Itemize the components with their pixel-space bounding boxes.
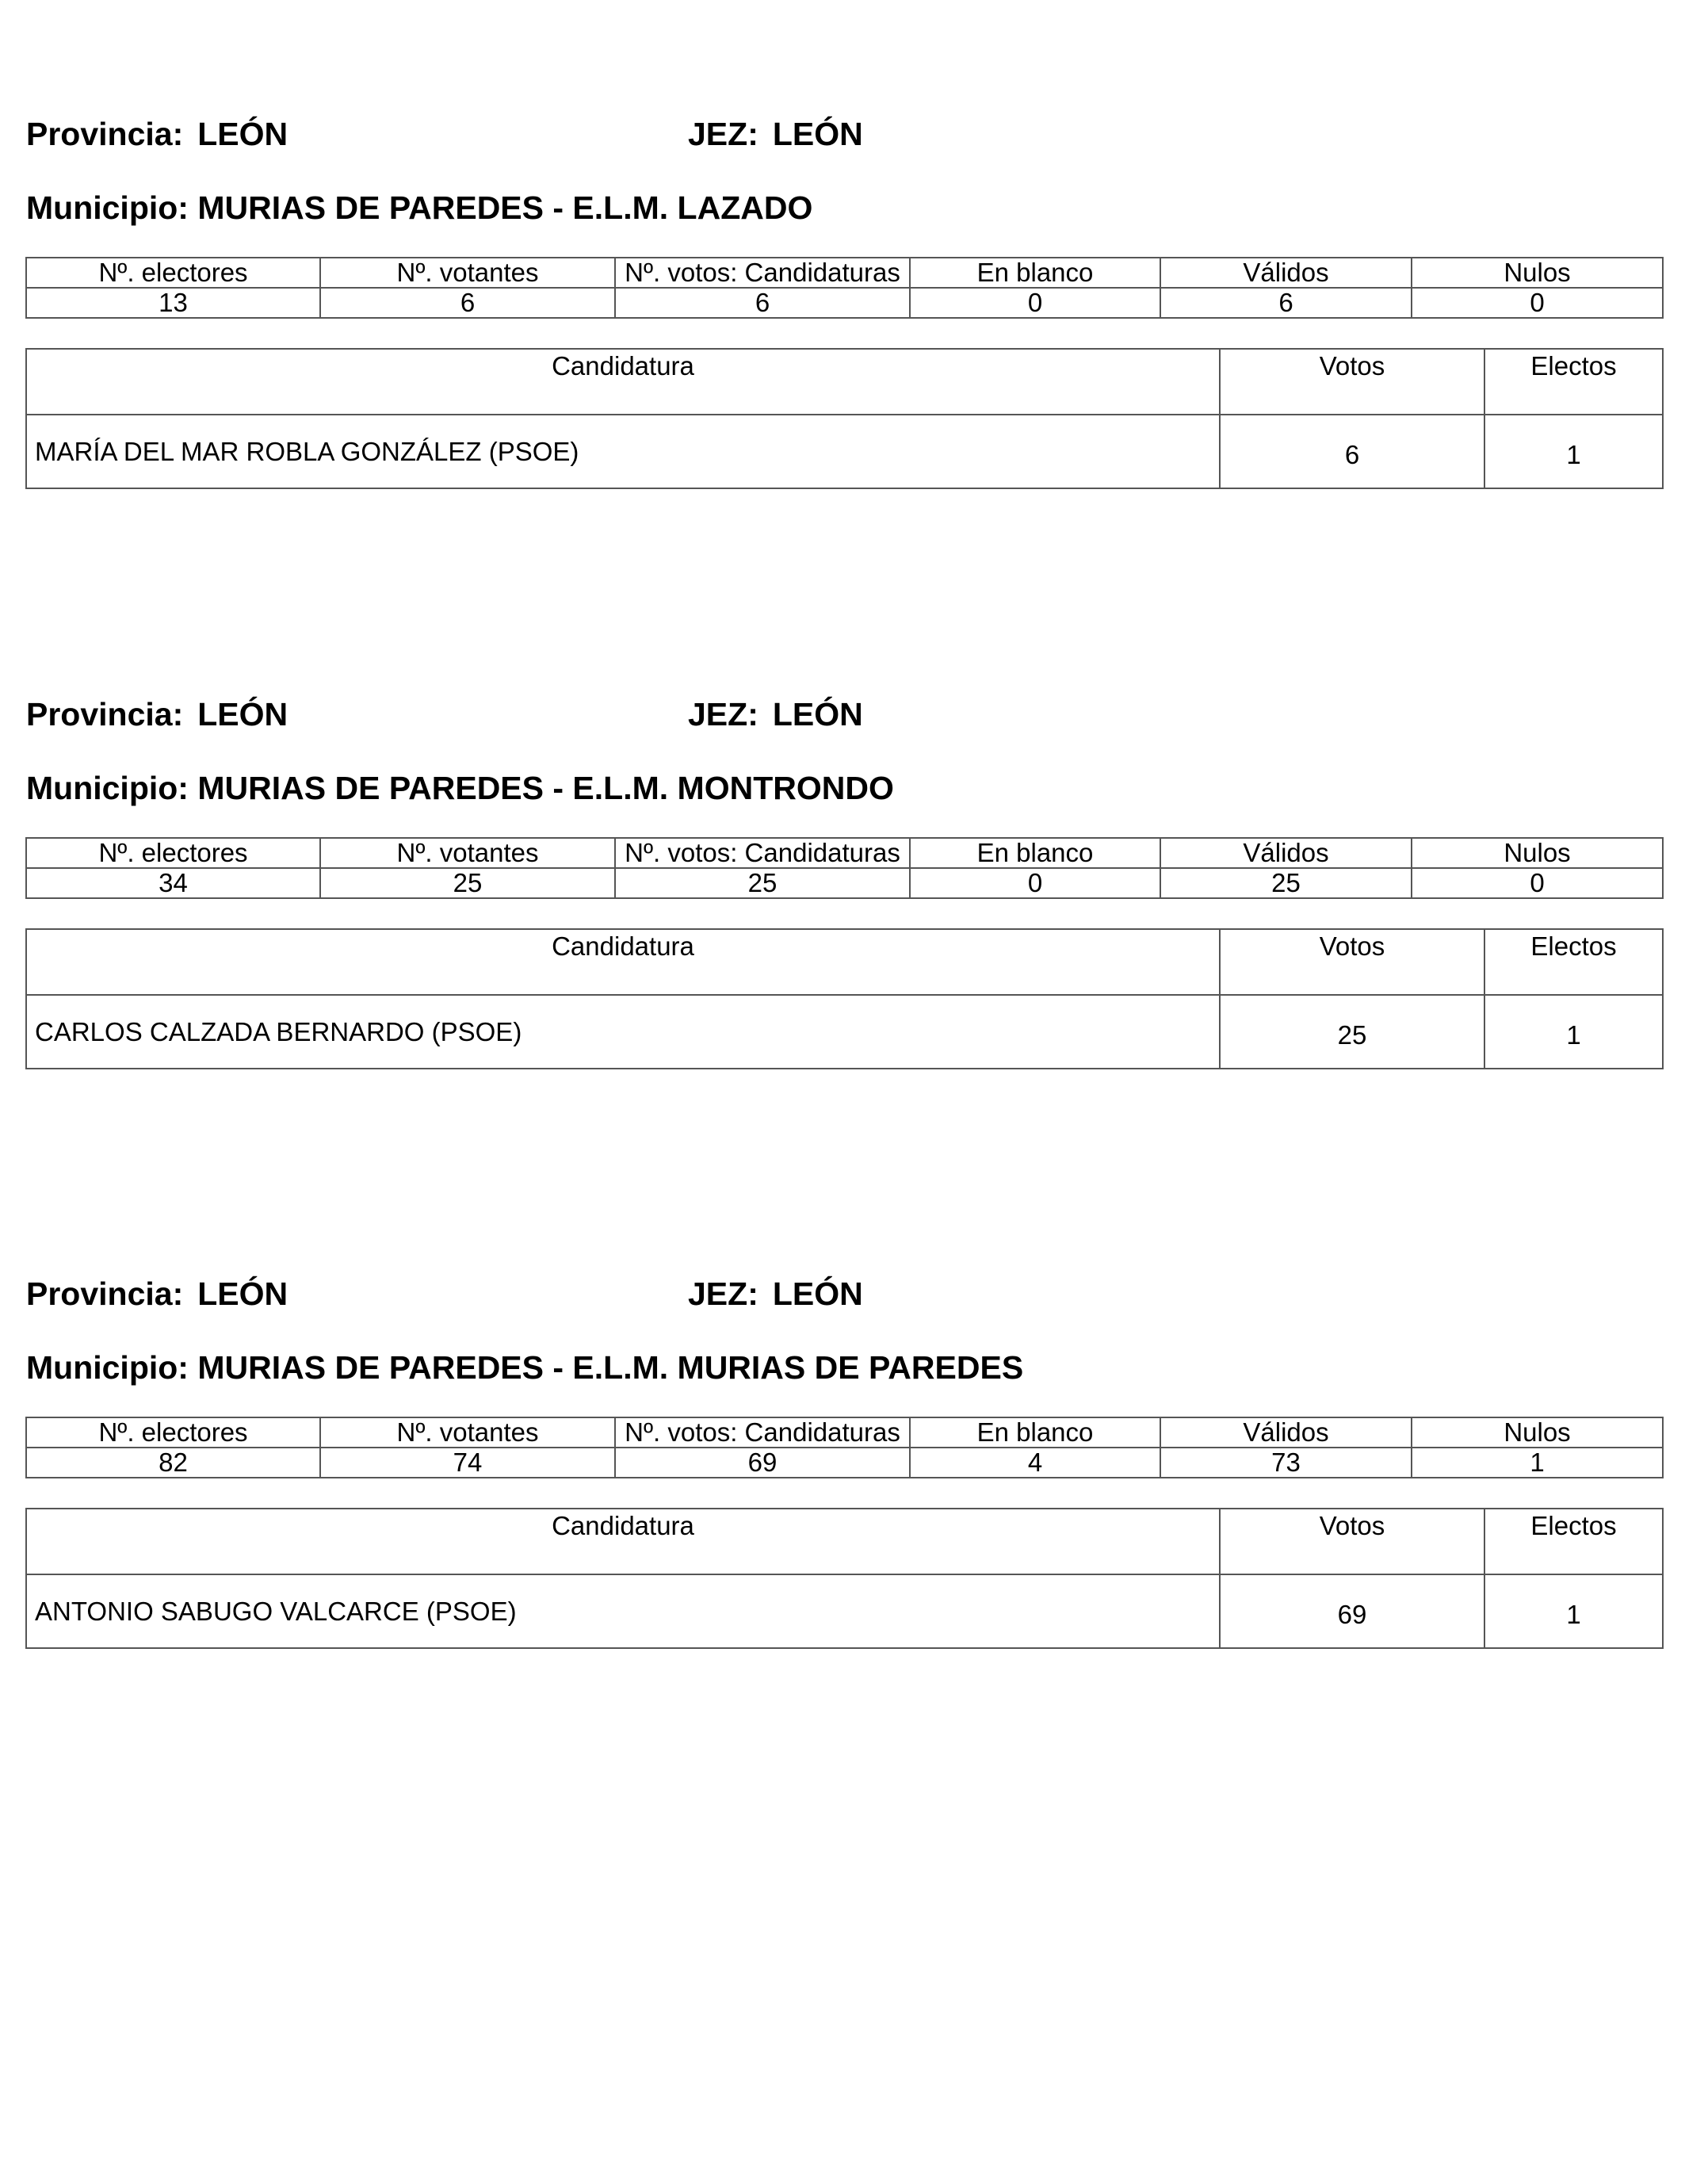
stats-value-row [26, 288, 1663, 318]
provincia-label: Provincia: [26, 1276, 184, 1312]
candidate-votos: 69 [1220, 1574, 1484, 1648]
stats-value-en-blanco: 0 [910, 868, 1160, 898]
candidates-header-votos: Votos [1220, 1509, 1484, 1574]
stats-value-electores: 34 [26, 868, 320, 898]
candidate-electos: 1 [1484, 995, 1663, 1069]
stats-value-nulos: 0 [1412, 288, 1663, 318]
jez-label: JEZ: [688, 116, 758, 152]
municipio-label: Municipio: [26, 189, 189, 226]
election-section-1 [0, 116, 1685, 560]
candidates-header-row [26, 1509, 1663, 1574]
candidate-row [26, 1574, 1663, 1648]
candidate-name: MARÍA DEL MAR ROBLA GONZÁLEZ (PSOE) [26, 415, 1220, 488]
jez-value: LEÓN [772, 116, 863, 152]
stats-header-nulos: Nulos [1412, 258, 1663, 288]
stats-value-electores: 13 [26, 288, 320, 318]
jez-line [688, 116, 863, 153]
stats-value-votantes: 74 [320, 1448, 615, 1478]
provincia-line [26, 116, 288, 153]
stats-value-row [26, 1448, 1663, 1478]
stats-header-en-blanco: En blanco [910, 258, 1160, 288]
stats-header-votos-candidaturas: Nº. votos: Candidaturas [615, 1417, 910, 1448]
candidates-header-electos: Electos [1484, 1509, 1663, 1574]
stats-table [25, 257, 1664, 319]
municipio-label: Municipio: [26, 770, 189, 806]
candidates-header-electos: Electos [1484, 349, 1663, 415]
election-section-2 [0, 696, 1685, 1140]
stats-header-electores: Nº. electores [26, 258, 320, 288]
candidate-votos: 6 [1220, 415, 1484, 488]
jez-value: LEÓN [772, 1276, 863, 1312]
provincia-label: Provincia: [26, 116, 184, 152]
stats-value-electores: 82 [26, 1448, 320, 1478]
candidates-table [25, 928, 1664, 1069]
jez-line [688, 1276, 863, 1313]
stats-value-en-blanco: 0 [910, 288, 1160, 318]
stats-value-votantes: 6 [320, 288, 615, 318]
candidates-header-candidatura: Candidatura [26, 929, 1220, 995]
stats-value-validos: 73 [1160, 1448, 1412, 1478]
stats-table [25, 1417, 1664, 1478]
stats-header-votantes: Nº. votantes [320, 838, 615, 868]
candidates-header-candidatura: Candidatura [26, 1509, 1220, 1574]
candidate-name: CARLOS CALZADA BERNARDO (PSOE) [26, 995, 1220, 1069]
candidates-header-votos: Votos [1220, 349, 1484, 415]
municipio-label: Municipio: [26, 1349, 189, 1386]
stats-value-validos: 6 [1160, 288, 1412, 318]
stats-header-row [26, 838, 1663, 868]
stats-value-votos-candidaturas: 6 [615, 288, 910, 318]
stats-header-votantes: Nº. votantes [320, 258, 615, 288]
stats-header-row [26, 1417, 1663, 1448]
provincia-line [26, 1276, 288, 1313]
candidate-electos: 1 [1484, 1574, 1663, 1648]
stats-value-en-blanco: 4 [910, 1448, 1160, 1478]
stats-header-row [26, 258, 1663, 288]
stats-header-en-blanco: En blanco [910, 838, 1160, 868]
jez-line [688, 696, 863, 733]
stats-value-votos-candidaturas: 25 [615, 868, 910, 898]
stats-value-nulos: 1 [1412, 1448, 1663, 1478]
provincia-line [26, 696, 288, 733]
candidates-table [25, 348, 1664, 489]
stats-header-electores: Nº. electores [26, 838, 320, 868]
stats-header-validos: Válidos [1160, 258, 1412, 288]
municipio-line [26, 770, 894, 807]
stats-header-electores: Nº. electores [26, 1417, 320, 1448]
municipio-value: MURIAS DE PAREDES - E.L.M. MURIAS DE PAREDES [197, 1349, 1024, 1386]
candidates-header-votos: Votos [1220, 929, 1484, 995]
stats-value-votantes: 25 [320, 868, 615, 898]
stats-value-votos-candidaturas: 69 [615, 1448, 910, 1478]
stats-header-votos-candidaturas: Nº. votos: Candidaturas [615, 258, 910, 288]
stats-header-nulos: Nulos [1412, 838, 1663, 868]
jez-value: LEÓN [772, 696, 863, 732]
stats-value-validos: 25 [1160, 868, 1412, 898]
stats-value-nulos: 0 [1412, 868, 1663, 898]
candidate-name: ANTONIO SABUGO VALCARCE (PSOE) [26, 1574, 1220, 1648]
candidates-header-row [26, 929, 1663, 995]
stats-header-votos-candidaturas: Nº. votos: Candidaturas [615, 838, 910, 868]
provincia-value: LEÓN [197, 116, 288, 152]
candidate-row [26, 995, 1663, 1069]
jez-label: JEZ: [688, 1276, 758, 1312]
stats-header-en-blanco: En blanco [910, 1417, 1160, 1448]
municipio-line [26, 1349, 1023, 1387]
candidates-header-electos: Electos [1484, 929, 1663, 995]
municipio-line [26, 189, 812, 227]
candidates-header-row [26, 349, 1663, 415]
stats-table [25, 837, 1664, 899]
stats-header-validos: Válidos [1160, 838, 1412, 868]
municipio-value: MURIAS DE PAREDES - E.L.M. MONTRONDO [197, 770, 894, 806]
candidates-header-candidatura: Candidatura [26, 349, 1220, 415]
stats-header-nulos: Nulos [1412, 1417, 1663, 1448]
stats-header-validos: Válidos [1160, 1417, 1412, 1448]
provincia-value: LEÓN [197, 1276, 288, 1312]
provincia-label: Provincia: [26, 696, 184, 732]
stats-value-row [26, 868, 1663, 898]
candidate-row [26, 415, 1663, 488]
stats-header-votantes: Nº. votantes [320, 1417, 615, 1448]
candidate-votos: 25 [1220, 995, 1484, 1069]
municipio-value: MURIAS DE PAREDES - E.L.M. LAZADO [197, 189, 813, 226]
election-section-3 [0, 1276, 1685, 1719]
provincia-value: LEÓN [197, 696, 288, 732]
candidates-table [25, 1508, 1664, 1649]
jez-label: JEZ: [688, 696, 758, 732]
candidate-electos: 1 [1484, 415, 1663, 488]
